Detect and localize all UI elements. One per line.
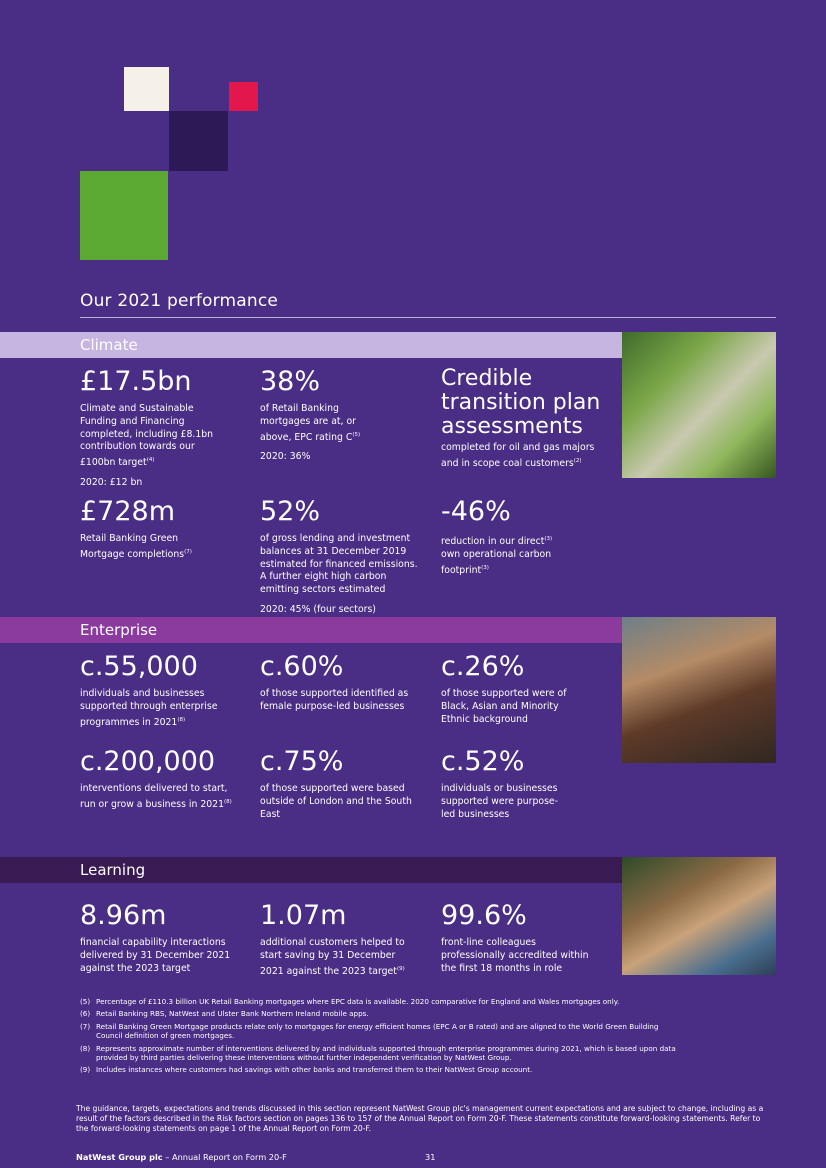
stat-value: c.60% bbox=[260, 651, 344, 682]
stat-value: £728m bbox=[80, 496, 176, 527]
stat-value: 8.96m bbox=[80, 900, 167, 931]
photo-woman-laptop-plants bbox=[622, 332, 776, 478]
stat-desc: of those supported were based outside of London and the South East bbox=[260, 783, 412, 820]
stat-desc: Retail Banking Green Mortgage completions$^{(7)}$ bbox=[80, 533, 192, 560]
section-band-learning bbox=[0, 857, 622, 883]
section-label-enterprise: Enterprise bbox=[80, 621, 158, 639]
stat-enterprise-ethnic bbox=[441, 652, 616, 726]
section-band-enterprise bbox=[0, 617, 622, 643]
page-number: 31 bbox=[425, 1152, 436, 1162]
logo-cube-pink bbox=[229, 82, 258, 111]
footnote: (5) Percentage of £110.3 billion UK Retail Banking mortgages where EPC data is available. 2020 comparative for England and Wales mortgages only. bbox=[80, 997, 620, 1006]
stat-note: 2020: 36% bbox=[260, 451, 311, 463]
stat-climate-green-mortgage bbox=[80, 497, 255, 562]
section-label-climate: Climate bbox=[80, 336, 138, 354]
footnote: (9) Includes instances where customers had savings with other banks and transferred them to their NatWest Group account. bbox=[80, 1065, 533, 1075]
stat-enterprise-interventions bbox=[80, 747, 255, 812]
photo-family-playing bbox=[622, 857, 776, 975]
section-label-learning: Learning bbox=[80, 861, 146, 879]
footnotes bbox=[80, 997, 680, 1078]
stat-value: c.52% bbox=[441, 746, 525, 777]
stat-enterprise-female bbox=[260, 652, 435, 714]
logo-cube-green bbox=[80, 171, 168, 260]
stat-climate-financed-emissions bbox=[260, 497, 435, 616]
stat-climate-funding bbox=[80, 367, 255, 489]
stat-desc: Climate and Sustainable Funding and Financing completed, including £8.1bn contribution towards our £100bn target$^{(4)}$ bbox=[80, 403, 214, 469]
stat-enterprise-individuals bbox=[80, 652, 255, 729]
stat-desc: of gross lending and investment balances at 31 December 2019 estimated for financed emissions. A further eight high carbon emitting sectors estimated bbox=[260, 533, 418, 596]
stat-value: c.26% bbox=[441, 651, 525, 682]
footer-document-title: NatWest Group plc – Annual Report on Form 20-F bbox=[76, 1152, 287, 1162]
stat-enterprise-outside-london bbox=[260, 747, 435, 821]
stat-value: c.55,000 bbox=[80, 651, 198, 682]
stat-value: 38% bbox=[260, 366, 321, 397]
stat-climate-epc bbox=[260, 367, 435, 463]
stat-desc: individuals and businesses supported through enterprise programmes in 2021$^{(8)}$ bbox=[80, 688, 218, 728]
stat-desc: front-line colleagues professionally accredited within the first 18 months in role bbox=[441, 937, 589, 974]
stat-desc: completed for oil and gas majors and in scope coal customers$^{(2)}$ bbox=[441, 442, 595, 469]
photo-woman-phone bbox=[622, 617, 776, 763]
section-band-climate bbox=[0, 332, 622, 358]
stat-desc: of those supported were of Black, Asian and Minority Ethnic background bbox=[441, 688, 567, 725]
stat-desc: financial capability interactions delivered by 31 December 2021 against the 2023 target bbox=[80, 937, 231, 974]
stat-value: 1.07m bbox=[260, 900, 347, 931]
stat-climate-carbon-footprint bbox=[441, 497, 616, 578]
stat-desc: reduction in our direct$^{(3)}$ own operational carbon footprint$^{(3)}$ bbox=[441, 536, 553, 576]
stat-learning-accredited bbox=[441, 901, 616, 975]
stat-desc: of those supported identified as female purpose-led businesses bbox=[260, 688, 409, 712]
stat-desc: of Retail Banking mortgages are at, or above, EPC rating $C^{(5)}$ bbox=[260, 403, 361, 443]
stat-value: 99.6% bbox=[441, 900, 527, 931]
footnote: (7) Retail Banking Green Mortgage products relate only to mortgages for energy efficient homes (EPC A or B rated) and are aligned to the World Green Building Council definition of green mortgages. bbox=[80, 1021, 659, 1041]
forward-looking-disclaimer: The guidance, targets, expectations and trends discussed in this section represent NatWest Group plc's management current expectations and are subject to change, including as a result of the factors described in the Risk factors section on pages 136 to 157 of the Annual Report on Form 20-F. These statements constitute forward-looking statements. Refer to the forward-looking statements on page 1 of the Annual Report on Form 20-F. bbox=[76, 1104, 764, 1133]
stat-learning-saving bbox=[260, 901, 435, 978]
page-title: Our 2021 performance bbox=[80, 291, 279, 311]
stat-learning-interactions bbox=[80, 901, 255, 975]
stat-note: 2020: £12 bn bbox=[80, 477, 143, 489]
stat-desc: interventions delivered to start, run or grow a business in 2021$^{(8)}$ bbox=[80, 783, 232, 810]
stat-climate-transition bbox=[441, 367, 611, 471]
stat-value: Credible transition plan assessments bbox=[441, 366, 601, 439]
stat-value: 52% bbox=[260, 496, 321, 527]
stat-value: c.75% bbox=[260, 746, 344, 777]
stat-enterprise-purpose-led bbox=[441, 747, 616, 821]
title-divider bbox=[80, 317, 776, 318]
logo-cube-dark bbox=[169, 111, 228, 171]
stat-desc: individuals or businesses supported were purpose-led businesses bbox=[441, 783, 559, 820]
stat-value: £17.5bn bbox=[80, 366, 192, 397]
stat-desc: additional customers helped to start saving by 31 December 2021 against the 2023 target$^{(9)}$ bbox=[260, 937, 405, 977]
stat-note: 2020: 45% (four sectors) bbox=[260, 603, 376, 615]
logo-cube-white bbox=[124, 67, 169, 111]
stat-value: -46% bbox=[441, 496, 511, 527]
stat-value: c.200,000 bbox=[80, 746, 216, 777]
footnote: (6) Retail Banking RBS, NatWest and Ulster Bank Northern Ireland mobile apps. bbox=[80, 1009, 369, 1019]
footnote: (8) Represents approximate number of interventions delivered by and individuals supported through enterprise programmes during 2021, which is based upon data provided by third parties delivering these interventions without further independent verification by NatWest Group. bbox=[80, 1043, 676, 1063]
